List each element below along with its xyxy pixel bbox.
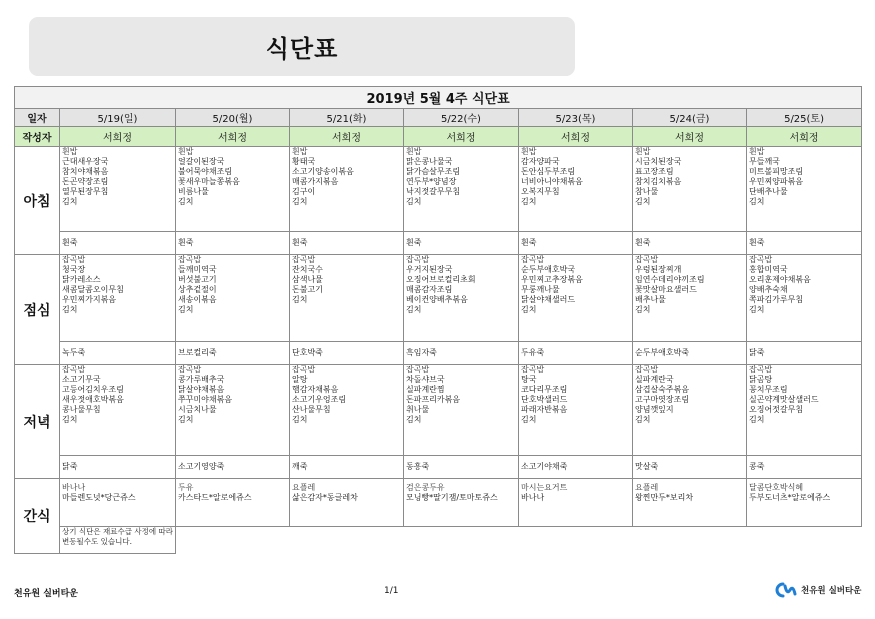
menu-item: 꽁치무조림 — [749, 385, 788, 394]
menu-item: 돈곤약장조림 — [62, 177, 109, 186]
menu-item: 매콤감자조림 — [406, 285, 453, 294]
dinner-label: 저녁 — [15, 365, 60, 479]
menu-item: 시금치나물 — [178, 405, 217, 414]
menu-item: 잡곡밥 — [749, 255, 773, 264]
menu-item: 흰밥 — [521, 147, 537, 156]
day-author: 서희정 — [633, 127, 747, 147]
day-author: 서희정 — [60, 127, 176, 147]
menu-item: 잡곡밥 — [635, 255, 659, 264]
menu-item: 두부도너츠*알로에쥬스 — [749, 493, 831, 502]
breakfast-menu-list — [521, 147, 630, 207]
menu-item: 참나물 — [635, 187, 659, 196]
menu-item: 요플레 — [635, 483, 659, 492]
snack-menu-list — [178, 479, 287, 503]
author-label: 작성자 — [15, 127, 60, 147]
menu-item: 우거지된장국 — [406, 265, 453, 274]
page-number: 1/1 — [384, 586, 399, 596]
dinner-row — [15, 365, 862, 456]
snack-cell — [404, 479, 519, 527]
lunch-cell — [519, 255, 633, 342]
menu-item: 김치 — [292, 415, 308, 424]
dinner-menu-list — [406, 365, 516, 425]
page-title: 식단표 — [265, 35, 339, 63]
breakfast-label: 아침 — [15, 147, 60, 255]
menu-item: 햄감자채볶음 — [292, 385, 339, 394]
menu-table — [14, 86, 862, 554]
menu-item: 매콤가지볶음 — [292, 177, 339, 186]
porridge-cell: 녹두죽 — [60, 342, 176, 365]
menu-item: 김치 — [62, 197, 78, 206]
menu-item: 잡곡밥 — [406, 365, 430, 374]
breakfast-menu-list — [406, 147, 516, 207]
porridge-cell: 흰죽 — [290, 232, 404, 255]
menu-item: 돈불고기 — [292, 285, 323, 294]
menu-item: 순두부애호박국 — [521, 265, 576, 274]
menu-item: 알탕 — [292, 375, 308, 384]
menu-item: 쭈꾸미야채볶음 — [178, 395, 233, 404]
menu-item: 잡곡밥 — [292, 255, 316, 264]
porridge-cell: 흰죽 — [633, 232, 747, 255]
menu-item: 배추나물 — [635, 295, 666, 304]
porridge-cell: 두유죽 — [519, 342, 633, 365]
day-author: 서희정 — [176, 127, 290, 147]
porridge-cell: 흑임자죽 — [404, 342, 519, 365]
logo-icon — [774, 581, 798, 599]
menu-item: 오복지무침 — [521, 187, 560, 196]
snack-menu-list — [406, 479, 516, 503]
menu-item: 무들깨국 — [749, 157, 780, 166]
lunch-menu-list — [178, 255, 287, 315]
menu-item: 파래자반볶음 — [521, 405, 568, 414]
menu-item: 얼갈이된장국 — [178, 157, 225, 166]
menu-item: 새콤달콤오이무침 — [62, 285, 124, 294]
porridge-cell: 닭죽 — [747, 342, 862, 365]
day-author: 서희정 — [747, 127, 862, 147]
menu-item: 낙지젓갈무무침 — [406, 187, 461, 196]
snack-menu-list — [292, 479, 401, 503]
dinner-cell — [633, 365, 747, 456]
notice-text: 상기 식단은 재료수급 사정에 따라 변동될수도 있습니다. — [62, 527, 173, 546]
menu-item: 오징어젓갈무침 — [749, 405, 804, 414]
title-banner — [29, 17, 575, 76]
menu-item: 닭살야채볶음 — [178, 385, 225, 394]
menu-item: 소고기무국 — [62, 375, 101, 384]
menu-item: 비름나물 — [178, 187, 209, 196]
menu-item: 바나나 — [62, 483, 86, 492]
lunch-menu-list — [292, 255, 401, 305]
menu-item: 잡곡밥 — [406, 255, 430, 264]
menu-item: 닭카레소스 — [62, 275, 101, 284]
dinner-menu-list — [178, 365, 287, 425]
menu-item: 차돌샤브국 — [406, 375, 445, 384]
logo-text: 천유원 실버타운 — [801, 586, 862, 596]
menu-item: 김치 — [178, 415, 194, 424]
table-caption: 2019년 5월 4주 식단표 — [15, 87, 862, 109]
menu-item: 김치 — [635, 415, 651, 424]
menu-item: 김치 — [178, 197, 194, 206]
snack-label: 간식 — [15, 479, 60, 554]
menu-item: 김치 — [406, 197, 422, 206]
lunch-menu-list — [635, 255, 744, 315]
menu-item: 고등어김치우조림 — [62, 385, 124, 394]
menu-item: 잡곡밥 — [635, 365, 659, 374]
menu-item: 산나물무침 — [292, 405, 331, 414]
menu-item: 흰밥 — [406, 147, 422, 156]
menu-item: 잡곡밥 — [521, 255, 545, 264]
menu-item: 미트볼피망조림 — [749, 167, 804, 176]
day-date: 5/24(금) — [633, 109, 747, 127]
menu-item: 검은콩두유 — [406, 483, 445, 492]
menu-item: 왕찐만두*보리차 — [635, 493, 694, 502]
menu-item: 삼색나물 — [292, 275, 323, 284]
menu-item: 무룽깨나물 — [521, 285, 560, 294]
menu-item: 단배추나물 — [749, 187, 788, 196]
company-logo — [774, 581, 861, 599]
menu-item: 카스타드*알로에쥬스 — [178, 493, 252, 502]
lunch-cell — [404, 255, 519, 342]
day-date: 5/23(목) — [519, 109, 633, 127]
menu-item: 청국장 — [62, 265, 86, 274]
dinner-menu-list — [521, 365, 630, 425]
dinner-cell — [747, 365, 862, 456]
dinner-cell — [290, 365, 404, 456]
menu-item: 잡곡밥 — [749, 365, 773, 374]
dinner-cell — [519, 365, 633, 456]
breakfast-porridge-row — [15, 232, 862, 255]
menu-item: 실파계란찜 — [406, 385, 445, 394]
menu-item: 김치 — [521, 305, 537, 314]
dinner-cell — [60, 365, 176, 456]
porridge-cell: 소고기야채죽 — [519, 456, 633, 479]
lunch-menu-list — [62, 255, 173, 315]
notice-cell — [60, 527, 176, 554]
porridge-cell: 닭죽 — [60, 456, 176, 479]
dinner-menu-list — [749, 365, 859, 425]
lunch-porridge-row — [15, 342, 862, 365]
breakfast-row — [15, 147, 862, 232]
menu-item: 김치 — [635, 305, 651, 314]
porridge-cell: 단호박죽 — [290, 342, 404, 365]
menu-item: 김치 — [292, 197, 308, 206]
lunch-row — [15, 255, 862, 342]
menu-item: 고구마엿장조림 — [635, 395, 690, 404]
menu-item: 양념깻잎지 — [635, 405, 674, 414]
menu-item: 꽃새우마늘쫑볶음 — [178, 177, 240, 186]
menu-item: 우민찌양파볶음 — [749, 177, 804, 186]
menu-item: 흰밥 — [178, 147, 194, 156]
menu-item: 김구이 — [292, 187, 316, 196]
snack-porridge-row — [15, 527, 862, 554]
breakfast-cell — [404, 147, 519, 232]
day-date: 5/21(화) — [290, 109, 404, 127]
menu-item: 시금치된장국 — [635, 157, 682, 166]
dinner-menu-list — [635, 365, 744, 425]
menu-item: 잡곡밥 — [521, 365, 545, 374]
porridge-cell: 흰죽 — [176, 232, 290, 255]
menu-item: 김치 — [749, 415, 765, 424]
menu-item: 콩가루배추국 — [178, 375, 225, 384]
day-author: 서희정 — [519, 127, 633, 147]
menu-item: 잡곡밥 — [62, 255, 86, 264]
menu-item: 양배추숙채 — [749, 285, 788, 294]
menu-item: 마시는요거트 — [521, 483, 568, 492]
menu-item: 소고기양송이볶음 — [292, 167, 354, 176]
menu-item: 잡곡밥 — [178, 365, 202, 374]
snack-cell — [290, 479, 404, 527]
menu-item: 닭가슴살무조림 — [406, 167, 461, 176]
lunch-cell — [60, 255, 176, 342]
porridge-cell: 브로컬리죽 — [176, 342, 290, 365]
snack-cell — [60, 479, 176, 527]
menu-item: 바나나 — [521, 493, 545, 502]
menu-item: 두유 — [178, 483, 194, 492]
breakfast-cell — [519, 147, 633, 232]
breakfast-cell — [633, 147, 747, 232]
menu-item: 김치 — [62, 305, 78, 314]
menu-item: 삼겹살숙주볶음 — [635, 385, 690, 394]
lunch-cell — [633, 255, 747, 342]
menu-item: 새송이볶음 — [178, 295, 217, 304]
menu-item: 흰밥 — [749, 147, 765, 156]
snack-menu-list — [749, 479, 859, 503]
menu-item: 쪽파김가루무침 — [749, 295, 804, 304]
porridge-cell: 깨죽 — [290, 456, 404, 479]
snack-menu-list — [62, 479, 173, 503]
dinner-cell — [176, 365, 290, 456]
lunch-menu-list — [521, 255, 630, 315]
lunch-label: 점심 — [15, 255, 60, 365]
breakfast-cell — [60, 147, 176, 232]
snack-menu-list — [635, 479, 744, 503]
breakfast-cell — [176, 147, 290, 232]
breakfast-menu-list — [178, 147, 287, 207]
porridge-cell: 흰죽 — [60, 232, 176, 255]
day-date: 5/19(일) — [60, 109, 176, 127]
menu-item: 꽃맛살마요샐러드 — [635, 285, 697, 294]
menu-item: 표고장조림 — [635, 167, 674, 176]
menu-item: 상추겉절이 — [178, 285, 217, 294]
menu-item: 달콤단호박식혜 — [749, 483, 804, 492]
porridge-cell: 동흥죽 — [404, 456, 519, 479]
breakfast-menu-list — [749, 147, 859, 207]
menu-item: 우렁된장찌개 — [635, 265, 682, 274]
menu-item: 우민찌가지볶음 — [62, 295, 117, 304]
menu-item: 맑은콩나물국 — [406, 157, 453, 166]
menu-item: 요플레 — [292, 483, 316, 492]
snack-cell — [176, 479, 290, 527]
lunch-cell — [290, 255, 404, 342]
menu-item: 잡곡밥 — [178, 255, 202, 264]
dinner-menu-list — [62, 365, 173, 425]
menu-item: 김치 — [406, 415, 422, 424]
menu-item: 김치 — [521, 415, 537, 424]
date-label: 일자 — [15, 109, 60, 127]
snack-cell — [633, 479, 747, 527]
menu-item: 마들렌도넛*당근쥬스 — [62, 493, 136, 502]
menu-item: 불어묵야채조림 — [178, 167, 233, 176]
menu-item: 실곤약계맛살샐러드 — [749, 395, 819, 404]
menu-item: 홍합미역국 — [749, 265, 788, 274]
menu-item: 흰밥 — [62, 147, 78, 156]
menu-item: 닭살야채샐러드 — [521, 295, 576, 304]
breakfast-menu-list — [62, 147, 173, 207]
day-date: 5/22(수) — [404, 109, 519, 127]
breakfast-menu-list — [292, 147, 401, 207]
dinner-cell — [404, 365, 519, 456]
menu-item: 김치 — [406, 305, 422, 314]
lunch-menu-list — [749, 255, 859, 315]
porridge-cell: 흰죽 — [519, 232, 633, 255]
porridge-cell: 순두부애호박죽 — [633, 342, 747, 365]
menu-item: 김치 — [749, 305, 765, 314]
menu-item: 김치 — [749, 197, 765, 206]
menu-item: 실파계란국 — [635, 375, 674, 384]
menu-item: 참치야채볶음 — [62, 167, 109, 176]
menu-item: 오리훈제야채볶음 — [749, 275, 811, 284]
menu-item: 모닝빵*딸기잼/토마토쥬스 — [406, 493, 498, 502]
day-date: 5/25(토) — [747, 109, 862, 127]
menu-item: 버섯불고기 — [178, 275, 217, 284]
menu-item: 연두부*양념장 — [406, 177, 457, 186]
snack-cell — [747, 479, 862, 527]
porridge-cell: 콩죽 — [747, 456, 862, 479]
menu-item: 탕국 — [521, 375, 537, 384]
menu-item: 열무된장무침 — [62, 187, 109, 196]
menu-item: 들깨미역국 — [178, 265, 217, 274]
snack-row — [15, 479, 862, 527]
menu-item: 참치김치볶음 — [635, 177, 682, 186]
menu-item: 김치 — [635, 197, 651, 206]
date-row — [15, 109, 862, 127]
porridge-cell: 소고기영양죽 — [176, 456, 290, 479]
menu-item: 돈안심두부조림 — [521, 167, 576, 176]
caption-row — [15, 87, 862, 109]
menu-item: 취나물 — [406, 405, 430, 414]
menu-item: 김치 — [292, 295, 308, 304]
menu-item: 돈파프리카볶음 — [406, 395, 461, 404]
menu-item: 잡곡밥 — [62, 365, 86, 374]
porridge-cell: 흰죽 — [404, 232, 519, 255]
notice-blank — [176, 527, 862, 554]
menu-item: 너비아니야채볶음 — [521, 177, 583, 186]
menu-item: 코다리무조림 — [521, 385, 568, 394]
menu-item: 감자양파국 — [521, 157, 560, 166]
lunch-menu-list — [406, 255, 516, 315]
snack-cell — [519, 479, 633, 527]
porridge-cell: 맛살죽 — [633, 456, 747, 479]
menu-item: 베이컨양배추볶음 — [406, 295, 468, 304]
menu-item: 콩나물무침 — [62, 405, 101, 414]
menu-item: 흰밥 — [292, 147, 308, 156]
menu-item: 우민찌고추장볶음 — [521, 275, 583, 284]
menu-item: 임연수데리야끼조림 — [635, 275, 705, 284]
menu-item: 근대새우장국 — [62, 157, 109, 166]
breakfast-cell — [290, 147, 404, 232]
day-date: 5/20(월) — [176, 109, 290, 127]
dinner-menu-list — [292, 365, 401, 425]
menu-item: 흰밥 — [635, 147, 651, 156]
lunch-cell — [176, 255, 290, 342]
day-author: 서희정 — [404, 127, 519, 147]
menu-item: 김치 — [178, 305, 194, 314]
lunch-cell — [747, 255, 862, 342]
snack-menu-list — [521, 479, 630, 503]
porridge-cell: 흰죽 — [747, 232, 862, 255]
footer-company: 천유원 실버타운 — [14, 589, 78, 599]
breakfast-cell — [747, 147, 862, 232]
menu-item: 잔치국수 — [292, 265, 323, 274]
menu-item: 새우젓애호박볶음 — [62, 395, 124, 404]
menu-item: 소고기우엉조림 — [292, 395, 347, 404]
menu-item: 김치 — [62, 415, 78, 424]
menu-item: 황태국 — [292, 157, 316, 166]
menu-item: 김치 — [521, 197, 537, 206]
menu-item: 삶은감자*동글레차 — [292, 493, 358, 502]
menu-item: 오징어브로컬리초회 — [406, 275, 476, 284]
menu-item: 단호박샐러드 — [521, 395, 568, 404]
dinner-porridge-row — [15, 456, 862, 479]
author-row — [15, 127, 862, 147]
day-author: 서희정 — [290, 127, 404, 147]
menu-item: 잡곡밥 — [292, 365, 316, 374]
menu-item: 닭곰탕 — [749, 375, 773, 384]
breakfast-menu-list — [635, 147, 744, 207]
